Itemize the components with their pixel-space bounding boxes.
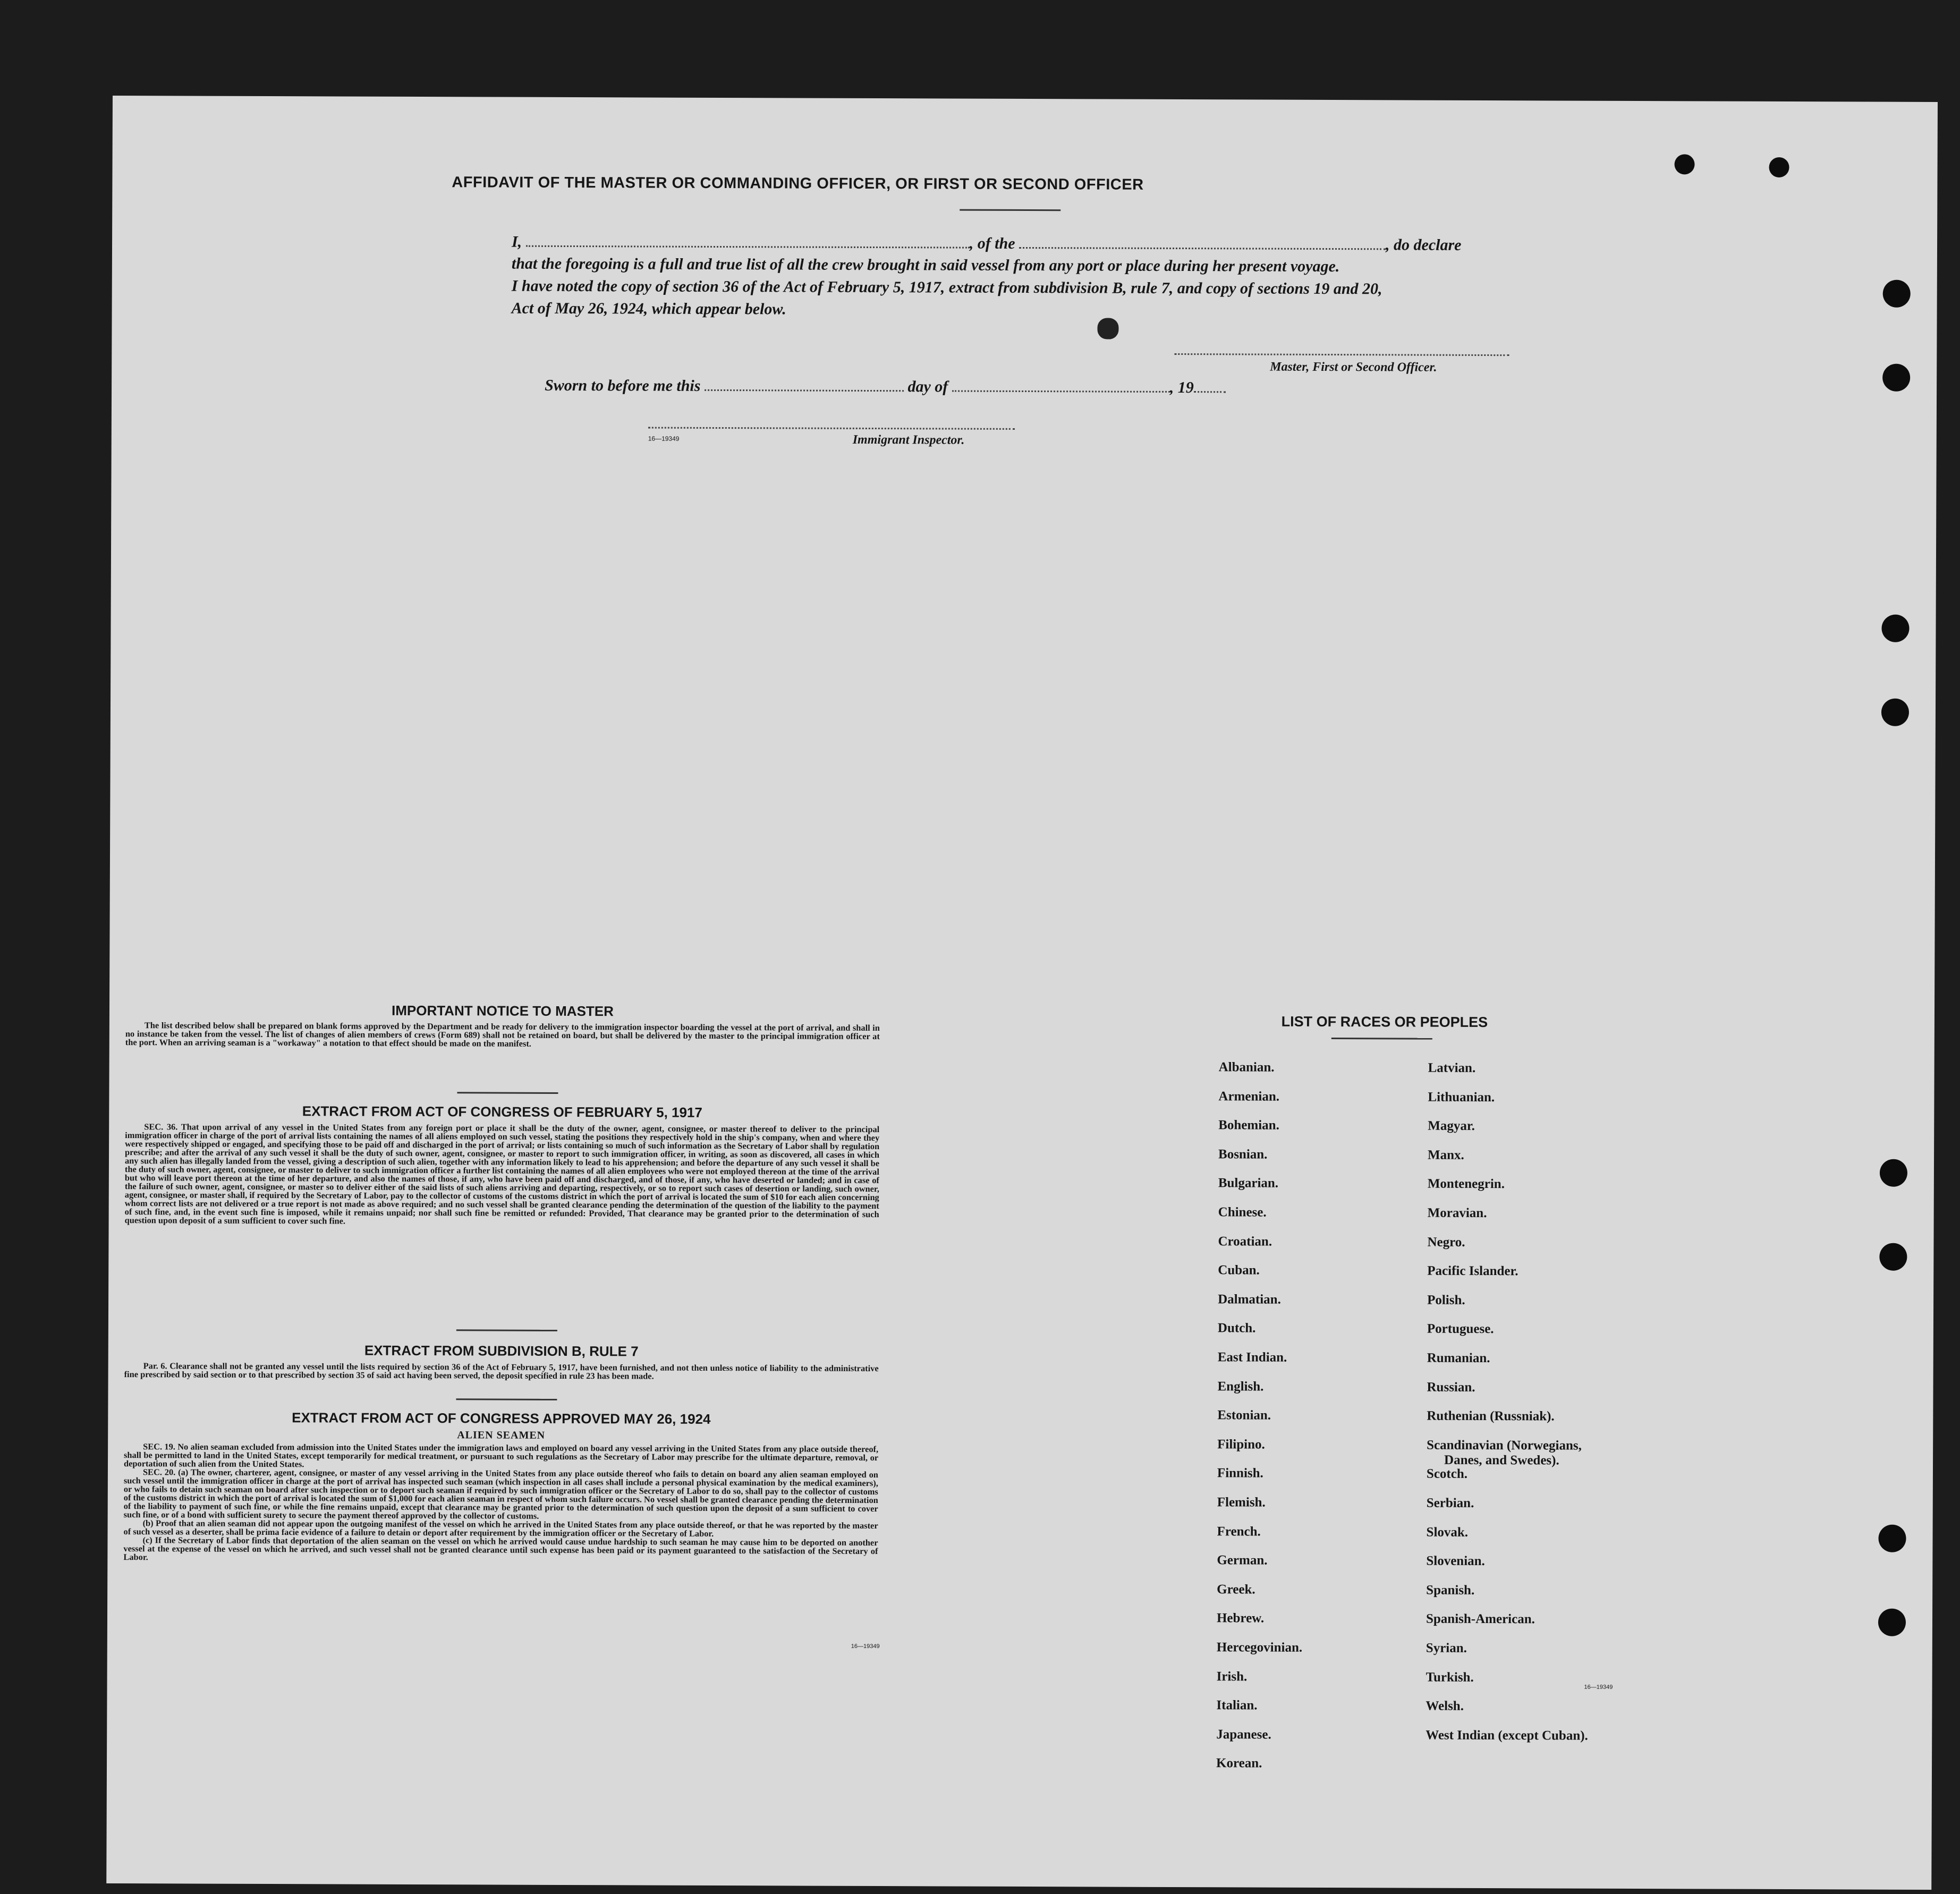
race-item: Italian. (1216, 1698, 1258, 1713)
race-item: Scotch. (1426, 1467, 1468, 1482)
document-page (106, 96, 1938, 1890)
sworn-month-field[interactable] (952, 378, 1170, 393)
affidavit-text-line: I have noted the copy of section 36 of the Act of February 5, 1917, extract from subdivision B, rule 7, and copy of sections 19 and 20, (511, 277, 1382, 298)
sworn-label: Sworn to before me this (545, 376, 701, 395)
extract-1924-text (123, 1442, 878, 1564)
race-item: Scandinavian (Norwegians, (1427, 1438, 1582, 1453)
race-item: Latvian. (1428, 1060, 1476, 1075)
race-item: Korean. (1216, 1756, 1262, 1771)
sec19-paragraph: SEC. 19. No alien seaman excluded from admission into the United States under the immigration laws and employed on board any vessel arriving in the United States from any place outside thereof, shall be permitted to land in the United States, except temporarily for medical treatment, or pursuant to such regulations as the Secretary of Labor may prescribe for the ultimate departure, removal, or deportation of such alien from the United States. (123, 1441, 879, 1470)
form-number: 16—19349 (851, 1643, 880, 1650)
race-item: Moravian. (1427, 1205, 1487, 1221)
punch-hole (1879, 1243, 1907, 1271)
race-item: English. (1217, 1379, 1264, 1394)
extract-1924-title: EXTRACT FROM ACT OF CONGRESS APPROVED MAY 26, 1924 (292, 1409, 711, 1427)
notice-text (125, 1021, 880, 1049)
form-number: 16—19349 (648, 435, 680, 443)
race-item: Russian. (1427, 1380, 1475, 1395)
race-item: Dutch. (1217, 1321, 1256, 1336)
sec20c-paragraph: (c) If the Secretary of Labor finds that deportation of the alien seaman on the vessel on which he arrived would cause undue hardship to such seaman he may cause him to be deported on another vessel at the expense of the vessel on which he arrived, and such vessel shall not be granted clearance until such expense has been paid or its payment guaranteed to the satisfaction of the Secretary of Labor. (123, 1535, 878, 1562)
affidavit-text-line: Act of May 26, 1924, which appear below. (511, 299, 786, 318)
sworn-day-field[interactable] (705, 377, 904, 392)
race-item: East Indian. (1217, 1350, 1287, 1365)
race-item: Rumanian. (1427, 1351, 1490, 1366)
race-item: Turkish. (1426, 1670, 1474, 1685)
affidavit-declare-label: , do declare (1385, 236, 1462, 254)
races-title: LIST OF RACES OR PEOPLES (1281, 1013, 1488, 1031)
race-item: Spanish-American. (1426, 1612, 1535, 1627)
race-item: Bulgarian. (1218, 1176, 1279, 1191)
affidavit-of-the-label: , of the (969, 234, 1015, 252)
title-underline (960, 209, 1060, 211)
race-item: Welsh. (1426, 1698, 1464, 1714)
race-item: Polish. (1427, 1293, 1465, 1307)
race-item: Syrian. (1426, 1641, 1467, 1655)
rule7-paragraph: Par. 6. Clearance shall not be granted any vessel until the lists required by section 36 of the Act of February 5, 1917, have been furnished, and not then unless notice of liability to the administrative fine prescribed by said section or to that prescribed by section 35 of said act having been served, the deposit specified in rule 23 has been made. (124, 1361, 879, 1381)
race-item: Greek. (1217, 1582, 1255, 1597)
sec20a-paragraph: SEC. 20. (a) The owner, charterer, agent, consignee, or master of any vessel arriving in the United States from any place outside thereof who fails to detain on board any alien seaman employed on such vessel until the immigration officer in charge at the port of arrival has inspected such seaman (which inspection in all cases shall include a personal physical examination by the medical examiners), or who fails to detain such seaman on board after such inspection or to deport such seaman if required by such immigration officer or the Secretary of Labor to do so, shall pay to the collector of customs of the customs district in which the port of arrival is located the sum of $1,000 for each alien seaman in respect of whom such failure occurs. No vessel shall be granted clearance pending the determination of the liability to payment of such fine, or while the fine remains unpaid, except that clearance may be granted prior to the determination of such question upon the deposit of a sum sufficient to cover such fine, or of a bond with sufficient surety to secure the payment thereof approved by the collector of customs. (123, 1467, 878, 1521)
ink-blot (1097, 318, 1118, 339)
race-item: Armenian. (1218, 1089, 1280, 1104)
notice-paragraph: The list described below shall be prepared on blank forms approved by the Department and be ready for delivery to the immigration inspector boarding the vessel at the port of arrival, and shall in no instance be taken from the vessel. The list of changes of alien members of crews (Form 689) shall not be retained on board, but shall be delivered by the master to the principal immigration officer at the port. When an arriving seaman is a "workaway" a notation to that effect should be made on the manifest. (125, 1020, 880, 1049)
rule7-text (124, 1362, 879, 1381)
section-divider (456, 1329, 557, 1331)
year-label: , 19 (1169, 378, 1194, 397)
title-underline (1331, 1038, 1432, 1040)
master-signature-label: Master, First or Second Officer. (1270, 360, 1437, 375)
punch-hole (1883, 280, 1911, 308)
master-signature-field[interactable] (1174, 353, 1509, 356)
race-item: Hercegovinian. (1216, 1640, 1303, 1655)
affidavit-i-label: I, (511, 233, 522, 251)
race-item: Cuban. (1218, 1263, 1260, 1278)
sec20b-paragraph: (b) Proof that an alien seaman did not appear upon the outgoing manifest of the vessel on which he arrived in the United States from any place outside thereof, or that he was reported by the master of such vessel as a deserter, shall be prima facie evidence of a failure to detain or deport after requirement by the immigration officer or the Secretary of Labor. (123, 1518, 878, 1539)
alien-seamen-subtitle: ALIEN SEAMEN (457, 1429, 546, 1441)
punch-hole (1882, 364, 1910, 392)
race-item: Finnish. (1217, 1466, 1263, 1481)
punch-hole (1675, 154, 1695, 174)
punch-hole (1880, 1159, 1907, 1187)
race-item: French. (1217, 1524, 1261, 1539)
race-item: Albanian. (1218, 1060, 1275, 1075)
notice-title: IMPORTANT NOTICE TO MASTER (391, 1002, 614, 1020)
inspector-signature-field[interactable] (648, 427, 1015, 430)
punch-hole (1878, 1609, 1906, 1636)
race-item: Lithuanian. (1428, 1090, 1495, 1105)
race-item: Croatian. (1218, 1234, 1272, 1249)
race-item: Manx. (1428, 1148, 1464, 1162)
inspector-label: Immigrant Inspector. (852, 432, 965, 447)
race-item: Filipino. (1217, 1437, 1265, 1452)
race-item: Flemish. (1217, 1495, 1266, 1510)
affidavit-title: AFFIDAVIT OF THE MASTER OR COMMANDING OFFICER, OR FIRST OR SECOND OFFICER (452, 174, 1144, 193)
race-item: German. (1217, 1553, 1268, 1568)
vessel-name-field[interactable] (1019, 234, 1386, 250)
race-item: Spanish. (1426, 1583, 1475, 1598)
race-item: Serbian. (1426, 1496, 1474, 1510)
race-item: Hebrew. (1216, 1611, 1265, 1626)
race-item: Portuguese. (1427, 1322, 1494, 1337)
race-item: Slovenian. (1426, 1553, 1485, 1569)
race-item: Pacific Islander. (1427, 1263, 1518, 1279)
punch-hole (1769, 157, 1789, 177)
affidavit-declaration-line (512, 233, 1462, 254)
punch-hole (1881, 615, 1909, 642)
punch-hole (1878, 1525, 1906, 1552)
officer-name-field[interactable] (526, 233, 970, 249)
race-item: Montenegrin. (1427, 1177, 1505, 1192)
race-item: Danes, and Swedes). (1444, 1453, 1559, 1468)
race-item: Irish. (1216, 1669, 1248, 1684)
form-number: 16—19349 (1584, 1684, 1613, 1691)
section-divider (457, 1092, 558, 1094)
section-36-paragraph: SEC. 36. That upon arrival of any vessel in the United States from any foreign port or place it shall be the duty of the owner, agent, consignee, or master thereof to deliver to the principal immigration officer in charge of the port of arrival lists containing the names of all aliens employed on such vessel, stating the positions they respectively hold in the ship's company, when and where they were respectively shipped or engaged, and specifying those to be paid off and discharged in the port of arrival; or lists containing so much of such information as the Secretary of Labor shall by regulation prescribe; and after the arrival of any such vessel it shall be the duty of such owner, agent, consignee, or master to report to such immigration officer, in writing, as soon as discovered, all cases in which any such alien has illegally landed from the vessel, giving a description of such alien, together with any information likely to lead to his apprehension; and before the departure of any such vessel it shall be the duty of such owner, agent, consignee, or master to deliver to such immigration officer a further list containing the names of all alien employees who were not employed thereon at the time of the arrival but who will leave port thereon at the time of her departure, and also the names of those, if any, who have been paid off and discharged, and of those, if any, who have deserted or landed; and in case of the failure of such owner, agent, consignee, or master so to deliver either of the said lists of such aliens arriving and departing, respectively, or so to report such cases of desertion or landing, such owner, agent, consignee, or master shall, if required by the Secretary of Labor, pay to the collector of customs of the customs district in which the port of arrival is located the sum of $10 for each alien concerning whom correct lists are not delivered or a true report is not made as above required; and no such vessel shall be granted clearance pending the determination of the question of the liability to the payment of such fine, and, in the event such fine is imposed, while it remains unpaid; nor shall such fine be remitted or refunded: Provided, That clearance may be granted prior to the determination of such question upon deposit of a sum sufficient to cover such fine. (124, 1122, 880, 1226)
rule7-title: EXTRACT FROM SUBDIVISION B, RULE 7 (364, 1342, 639, 1360)
sworn-year-field[interactable] (1194, 378, 1226, 393)
race-item: Dalmatian. (1218, 1292, 1281, 1307)
race-item: Negro. (1427, 1235, 1465, 1250)
race-item: Bohemian. (1218, 1118, 1279, 1133)
race-item: Japanese. (1216, 1727, 1271, 1742)
race-item: Estonian. (1217, 1408, 1271, 1423)
day-of-label: day of (907, 378, 948, 396)
punch-hole (1881, 699, 1909, 726)
extract-1917-text (125, 1123, 880, 1227)
extract-1917-title: EXTRACT FROM ACT OF CONGRESS OF FEBRUARY 5, 1917 (302, 1103, 702, 1120)
affidavit-text-line: that the foregoing is a full and true list of all the crew brought in said vessel from any port or place during her present voyage. (511, 254, 1340, 276)
section-divider (456, 1398, 557, 1400)
race-item: Slovak. (1426, 1525, 1469, 1540)
race-item: West Indian (except Cuban). (1426, 1728, 1588, 1743)
race-item: Bosnian. (1218, 1147, 1268, 1162)
sworn-line (545, 376, 1226, 397)
race-item: Chinese. (1218, 1205, 1267, 1220)
race-item: Magyar. (1428, 1118, 1475, 1134)
race-item: Ruthenian (Russniak). (1427, 1408, 1555, 1424)
